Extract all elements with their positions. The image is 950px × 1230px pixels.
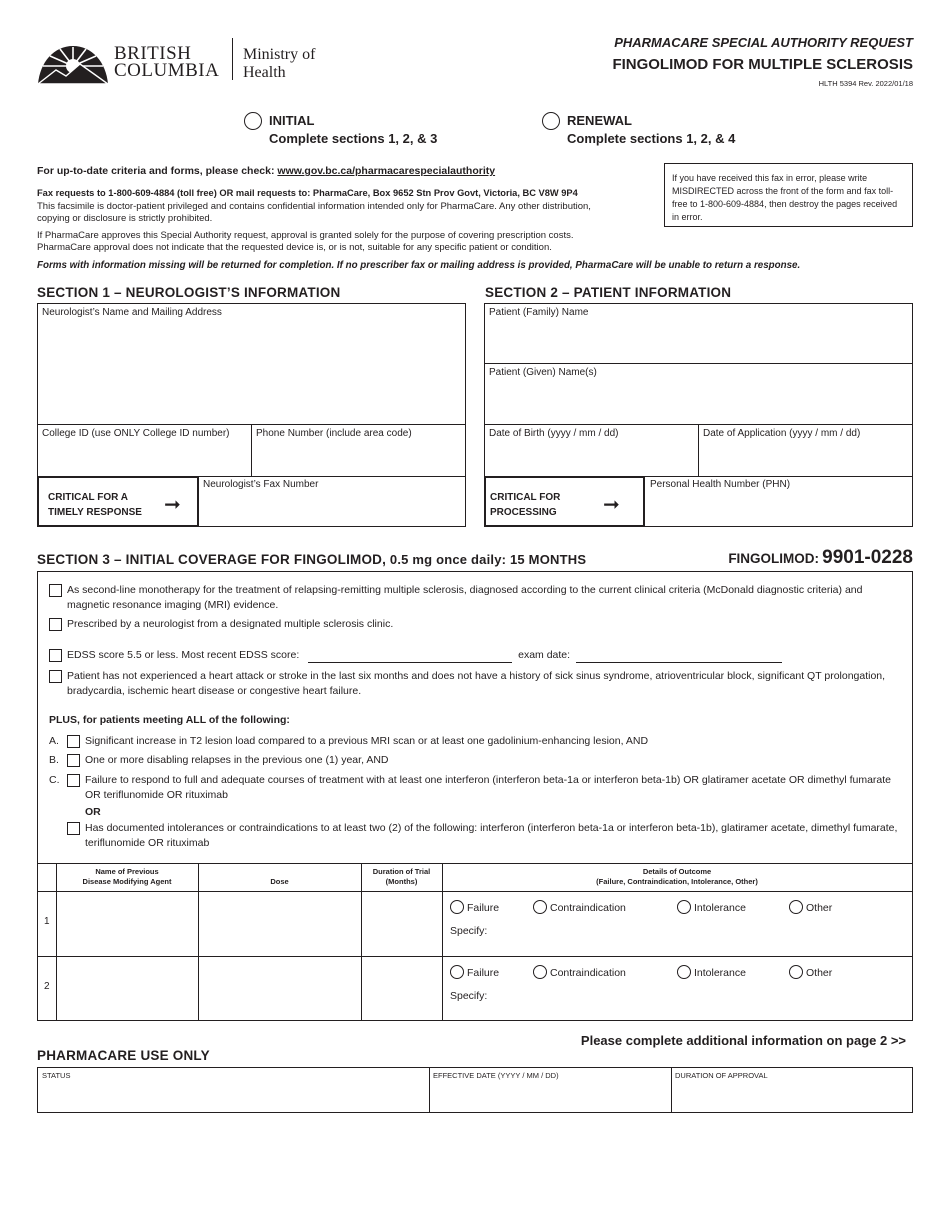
form-subtitle: PHARMACARE SPECIAL AUTHORITY REQUEST (614, 35, 913, 50)
effective-date-label: EFFECTIVE DATE (YYYY / MM / DD) (433, 1071, 559, 1080)
renewal-label: RENEWAL (567, 113, 632, 128)
outcome-intolerance[interactable]: Intolerance (677, 965, 746, 979)
arrow-right-icon: ➞ (164, 494, 181, 516)
plus-item-text: Failure to respond to full and adequate courses of treatment with at least one interferon (interferon beta-1a or interferon beta-1b) OR glatiramer acetate OR dimethyl fumarate OR teriflunomide OR rituximab (85, 774, 892, 801)
outcome-radio[interactable] (677, 965, 691, 979)
outcome-radio[interactable] (789, 965, 803, 979)
criterion-neurologist (49, 617, 904, 632)
plus-item-a (49, 734, 904, 749)
criteria-prefix: For up-to-date criteria and forms, please check: (37, 165, 278, 177)
approval-line2: PharmaCare approval does not indicate that the requested device is, or is not, suitable for any specific patient or condition. (37, 242, 552, 253)
col-header-details: Details of Outcome (Failure, Contraindication, Intolerance, Other) (596, 867, 758, 886)
critical-processing-box (484, 476, 645, 527)
duration-approval-label: DURATION OF APPROVAL (675, 1071, 768, 1080)
plus-heading: PLUS, for patients meeting ALL of the following: (49, 714, 290, 726)
neurologist-name-field[interactable] (37, 303, 466, 425)
specify-field[interactable]: Specify: (450, 990, 488, 1002)
section1-heading: SECTION 1 – NEUROLOGIST’S INFORMATION (37, 285, 341, 300)
renewal-note: Complete sections 1, 2, & 4 (567, 131, 736, 146)
criteria-line (37, 165, 657, 177)
plus-item-checkbox[interactable] (67, 735, 80, 748)
agent-input[interactable] (57, 957, 198, 1021)
outcome-other[interactable]: Other (789, 900, 832, 914)
dose-input[interactable] (199, 957, 361, 1021)
plus-item-letter: A. (49, 735, 59, 747)
exam-date-input[interactable] (576, 653, 782, 663)
fax-error-notice: If you have received this fax in error, please write MISDIRECTED across the front of the form and fax toll-free to 1-800-609-4884, then destroy the pages received in error. (664, 163, 913, 227)
col-header-agent: Name of Previous Disease Modifying Agent (82, 867, 172, 886)
criterion-text: EDSS score 5.5 or less. Most recent EDSS score: (67, 649, 300, 661)
continue-note: Please complete additional information on page 2 >> (580, 1033, 906, 1048)
plus-item-checkbox[interactable] (67, 774, 80, 787)
critical-processing-line2: PROCESSING (490, 507, 557, 518)
plus-item-c (49, 773, 904, 805)
outcome-contraindication[interactable]: Contraindication (533, 965, 626, 979)
criterion-cardiac (49, 669, 904, 699)
patient-family-name-label: Patient (Family) Name (489, 307, 589, 318)
section3-heading (37, 552, 586, 567)
col-header-dose: Dose (270, 877, 289, 886)
dose-input[interactable] (199, 892, 361, 956)
section3-box (37, 571, 913, 1021)
plus-item-text: One or more disabling relapses in the previous one (1) year, AND (85, 754, 389, 766)
province-name-line1: BRITISH (114, 43, 192, 64)
form-header (612, 35, 913, 88)
bc-sun-mountain-icon (36, 36, 110, 86)
exam-date-label: exam date: (518, 649, 571, 661)
dob-field[interactable] (484, 424, 699, 477)
initial-note: Complete sections 1, 2, & 3 (269, 131, 438, 146)
ministry-line2: Health (243, 64, 286, 81)
edss-score-input[interactable] (308, 653, 512, 663)
province-name-line2: COLUMBIA (114, 60, 220, 81)
criterion-checkbox[interactable] (49, 618, 62, 631)
drug-code: 9901-0228 (822, 547, 913, 568)
initial-radio[interactable] (244, 112, 262, 130)
privacy-line2: copying or disclosure is strictly prohibited. (37, 213, 213, 224)
criterion-checkbox[interactable] (49, 584, 62, 597)
approval-line1: If PharmaCare approves this Special Authority request, approval is granted solely for the purpose of covering prescription costs. (37, 230, 574, 241)
duration-input[interactable] (362, 892, 442, 956)
renewal-radio[interactable] (542, 112, 560, 130)
form-title: FINGOLIMOD FOR MULTIPLE SCLEROSIS (612, 56, 913, 73)
critical-line2: TIMELY RESPONSE (48, 507, 142, 518)
or-label: OR (85, 806, 101, 818)
arrow-right-icon: ➞ (603, 494, 620, 516)
neurologist-fax-field[interactable] (199, 476, 466, 527)
phone-label: Phone Number (include area code) (256, 428, 412, 439)
pharmacare-use-box (37, 1067, 913, 1113)
bc-logo (36, 36, 336, 90)
criterion-text: Patient has not experienced a heart attack or stroke in the last six months and does not have a history of sick sinus syndrome, atrioventricular block, significant QT prolongation, bradycardia, ischemic heart disease or congestive heart failure. (67, 670, 886, 697)
outcome-radio[interactable] (677, 900, 691, 914)
logo-divider (232, 38, 233, 80)
plus-item-letter: C. (49, 774, 60, 786)
patient-given-name-label: Patient (Given) Name(s) (489, 367, 597, 378)
privacy-line1: This facsimile is doctor-patient privileged and contains confidential information intended only for PharmaCare. Any other distribution, (37, 201, 591, 212)
patient-family-name-field[interactable] (484, 303, 913, 364)
drug-label: FINGOLIMOD: (728, 551, 820, 566)
outcome-contraindication[interactable]: Contraindication (533, 900, 626, 914)
application-date-label: Date of Application (yyyy / mm / dd) (703, 428, 861, 439)
initial-label: INITIAL (269, 113, 315, 128)
plus-item-b (49, 753, 904, 768)
outcome-radio[interactable] (450, 965, 464, 979)
outcome-failure[interactable]: Failure (450, 965, 499, 979)
alt-item-checkbox[interactable] (67, 822, 80, 835)
alt-item (49, 821, 904, 853)
outcome-radio[interactable] (533, 965, 547, 979)
drug-code-block (728, 547, 913, 569)
plus-item-checkbox[interactable] (67, 754, 80, 767)
ministry-line1: Ministry of (243, 46, 316, 63)
outcome-radio[interactable] (450, 900, 464, 914)
criterion-second-line (49, 583, 904, 613)
criterion-checkbox[interactable] (49, 670, 62, 683)
outcome-radio[interactable] (533, 900, 547, 914)
outcome-other[interactable]: Other (789, 965, 832, 979)
dob-label: Date of Birth (yyyy / mm / dd) (489, 428, 619, 439)
phn-field[interactable] (645, 476, 913, 527)
section3-heading-bold: SECTION 3 – INITIAL COVERAGE FOR FINGOLIMOD, (37, 552, 387, 567)
criteria-link[interactable]: www.gov.bc.ca/pharmacarespecialauthority (277, 165, 496, 177)
row-number: 2 (44, 981, 50, 992)
alt-item-text: Has documented intolerances or contraindications to at least two (2) of the following: interferon (interferon beta-1a or interferon beta-1b), glatiramer acetate, dimethyl fumarate, teriflunomide OR rituximab (85, 822, 898, 849)
plus-item-letter: B. (49, 754, 59, 766)
specify-field[interactable]: Specify: (450, 925, 488, 937)
phone-field[interactable] (251, 424, 466, 477)
phn-label: Personal Health Number (PHN) (650, 479, 791, 490)
missing-info-warning: Forms with information missing will be returned for completion. If no prescriber fax or mailing address is provided, PharmaCare will be unable to return a response. (37, 260, 801, 271)
critical-line1: CRITICAL FOR A (48, 492, 128, 503)
neurologist-name-label: Neurologist’s Name and Mailing Address (42, 307, 222, 318)
duration-input[interactable] (362, 957, 442, 1021)
neurologist-fax-label: Neurologist’s Fax Number (203, 479, 319, 490)
outcome-intolerance[interactable]: Intolerance (677, 900, 746, 914)
pharmacare-use-heading: PHARMACARE USE ONLY (37, 1048, 210, 1063)
form-code: HLTH 5394 Rev. 2022/01/18 (818, 79, 913, 88)
outcome-radio[interactable] (789, 900, 803, 914)
college-id-label: College ID (use ONLY College ID number) (42, 428, 230, 439)
section2-table (484, 303, 913, 527)
outcome-failure[interactable]: Failure (450, 900, 499, 914)
section1-table (37, 303, 466, 527)
agent-input[interactable] (57, 892, 198, 956)
college-id-field[interactable] (37, 424, 252, 477)
patient-given-name-field[interactable] (484, 363, 913, 425)
treatment-history-table (38, 863, 912, 1021)
critical-timely-box (37, 476, 199, 527)
section2-heading: SECTION 2 – PATIENT INFORMATION (485, 285, 732, 300)
application-date-field[interactable] (698, 424, 913, 477)
criterion-text: Prescribed by a neurologist from a designated multiple sclerosis clinic. (67, 618, 394, 630)
criterion-checkbox[interactable] (49, 649, 62, 662)
criterion-text: As second-line monotherapy for the treatment of relapsing-remitting multiple sclerosis, diagnosed according to the current clinical criteria (McDonald diagnostic criteria) and magnetic resonance imaging (MRI) evidence. (67, 584, 863, 611)
criterion-edss (49, 648, 904, 663)
row-number: 1 (44, 916, 50, 927)
col-header-duration: Duration of Trial (Months) (372, 867, 431, 886)
status-label: STATUS (42, 1071, 71, 1080)
section3-heading-dose: 0.5 mg once daily: 15 MONTHS (386, 552, 587, 567)
plus-item-text: Significant increase in T2 lesion load compared to a previous MRI scan or at least one gadolinium-enhancing lesion, AND (85, 735, 649, 747)
fax-instructions: Fax requests to 1-800-609-4884 (toll free) OR mail requests to: PharmaCare, Box 9652 Stn Prov Govt, Victoria, BC V8W 9P4 (37, 188, 578, 198)
critical-processing-line1: CRITICAL FOR (490, 492, 561, 503)
